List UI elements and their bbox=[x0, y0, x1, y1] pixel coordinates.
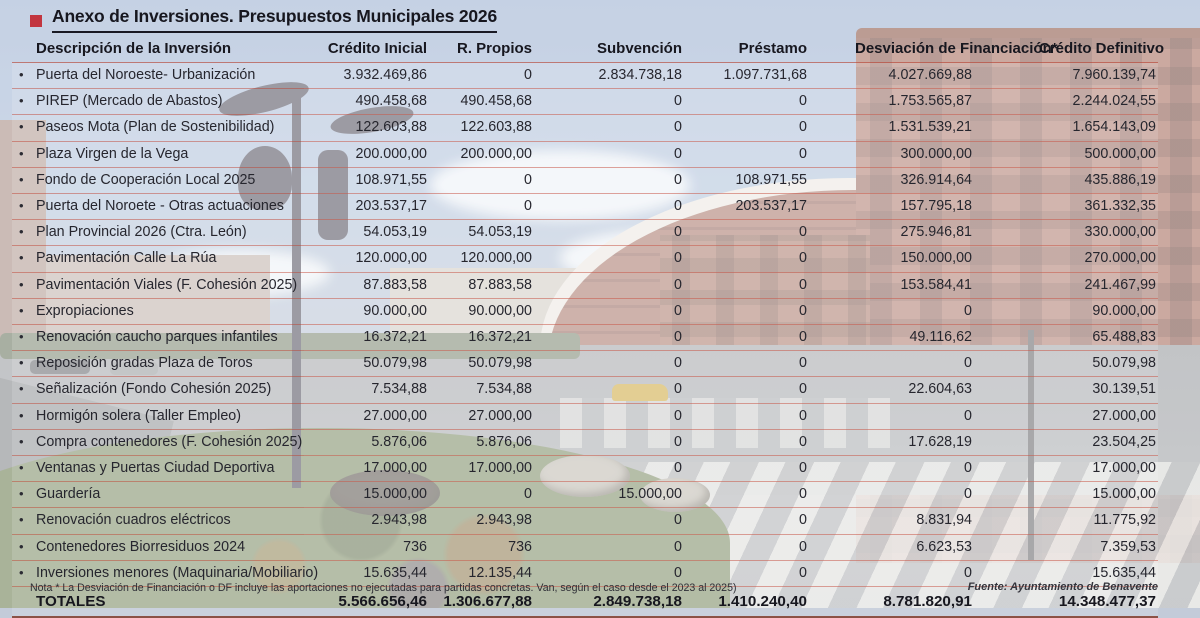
investment-description bbox=[12, 194, 304, 220]
amount-cell: 0 bbox=[684, 403, 809, 429]
amount-cell: 736 bbox=[429, 534, 534, 560]
amount-cell: 203.537,17 bbox=[304, 194, 429, 220]
description-label: Señalización (Fondo Cohesión 2025) bbox=[36, 381, 272, 398]
table-row bbox=[12, 377, 1158, 403]
amount-cell: 11.775,92 bbox=[974, 508, 1158, 534]
amount-cell: 90.000,00 bbox=[429, 298, 534, 324]
table-row bbox=[12, 167, 1158, 193]
amount-cell: 17.628,19 bbox=[809, 429, 974, 455]
table-row bbox=[12, 534, 1158, 560]
total-desviacion: 8.781.820,91 bbox=[809, 587, 974, 618]
amount-cell: 15.000,00 bbox=[974, 482, 1158, 508]
amount-cell: 361.332,35 bbox=[974, 194, 1158, 220]
amount-cell: 200.000,00 bbox=[304, 141, 429, 167]
amount-cell: 108.971,55 bbox=[684, 167, 809, 193]
amount-cell: 0 bbox=[429, 63, 534, 89]
amount-cell: 0 bbox=[809, 560, 974, 586]
description-label: Renovación cuadros eléctricos bbox=[36, 512, 231, 529]
investment-description bbox=[12, 325, 304, 351]
investment-description bbox=[12, 298, 304, 324]
amount-cell: 150.000,00 bbox=[809, 246, 974, 272]
description-label: Pavimentación Calle La Rúa bbox=[36, 250, 217, 267]
amount-cell: 5.876,06 bbox=[304, 429, 429, 455]
amount-cell: 0 bbox=[684, 220, 809, 246]
description-label: Ventanas y Puertas Ciudad Deportiva bbox=[36, 460, 275, 477]
amount-cell: 120.000,00 bbox=[304, 246, 429, 272]
amount-cell: 0 bbox=[429, 167, 534, 193]
amount-cell: 0 bbox=[429, 482, 534, 508]
investment-description bbox=[12, 534, 304, 560]
amount-cell: 54.053,19 bbox=[304, 220, 429, 246]
amount-cell: 122.603,88 bbox=[304, 115, 429, 141]
amount-cell: 16.372,21 bbox=[429, 325, 534, 351]
col-header-credito-definitivo: Crédito Definitivo bbox=[974, 40, 1158, 63]
amount-cell: 490.458,68 bbox=[304, 89, 429, 115]
amount-cell: 0 bbox=[534, 272, 684, 298]
description-label: Plaza Virgen de la Vega bbox=[36, 145, 189, 162]
total-prestamo: 1.410.240,40 bbox=[684, 587, 809, 618]
description-label: PIREP (Mercado de Abastos) bbox=[36, 93, 223, 110]
amount-cell: 17.000,00 bbox=[974, 456, 1158, 482]
total-r-propios: 1.306.677,88 bbox=[429, 587, 534, 618]
description-label: Fondo de Cooperación Local 2025 bbox=[36, 171, 256, 188]
amount-cell: 87.883,58 bbox=[304, 272, 429, 298]
bullet-icon: • bbox=[19, 460, 24, 476]
investment-description bbox=[12, 403, 304, 429]
amount-cell: 0 bbox=[534, 508, 684, 534]
table-row bbox=[12, 89, 1158, 115]
amount-cell: 241.467,99 bbox=[974, 272, 1158, 298]
amount-cell: 0 bbox=[534, 89, 684, 115]
description-label: Hormigón solera (Taller Empleo) bbox=[36, 407, 241, 424]
description-label: Expropiaciones bbox=[36, 302, 134, 319]
description-label: Compra contenedores (F. Cohesión 2025) bbox=[36, 433, 303, 450]
title-block bbox=[30, 6, 497, 33]
bullet-icon: • bbox=[19, 93, 24, 109]
col-header-subvencion: Subvención bbox=[534, 40, 684, 63]
description-label: Plan Provincial 2026 (Ctra. León) bbox=[36, 224, 247, 241]
investment-description bbox=[12, 246, 304, 272]
col-header-prestamo: Préstamo bbox=[684, 40, 809, 63]
amount-cell: 0 bbox=[534, 351, 684, 377]
amount-cell: 27.000,00 bbox=[974, 403, 1158, 429]
amount-cell: 7.534,88 bbox=[429, 377, 534, 403]
amount-cell: 0 bbox=[684, 298, 809, 324]
table-row bbox=[12, 194, 1158, 220]
description-label: Guardería bbox=[36, 486, 101, 503]
amount-cell: 330.000,00 bbox=[974, 220, 1158, 246]
amount-cell: 50.079,98 bbox=[974, 351, 1158, 377]
description-label: Pavimentación Viales (F. Cohesión 2025) bbox=[36, 276, 298, 293]
amount-cell: 0 bbox=[809, 482, 974, 508]
amount-cell: 7.534,88 bbox=[304, 377, 429, 403]
amount-cell: 7.359,53 bbox=[974, 534, 1158, 560]
amount-cell: 27.000,00 bbox=[304, 403, 429, 429]
amount-cell: 2.834.738,18 bbox=[534, 63, 684, 89]
col-header-desviacion: Desviación de Financiación* bbox=[809, 40, 974, 63]
amount-cell: 54.053,19 bbox=[429, 220, 534, 246]
amount-cell: 0 bbox=[534, 534, 684, 560]
amount-cell: 30.139,51 bbox=[974, 377, 1158, 403]
amount-cell: 87.883,58 bbox=[429, 272, 534, 298]
bullet-icon: • bbox=[19, 381, 24, 397]
amount-cell: 0 bbox=[534, 220, 684, 246]
amount-cell: 2.943,98 bbox=[304, 508, 429, 534]
amount-cell: 0 bbox=[684, 377, 809, 403]
amount-cell: 300.000,00 bbox=[809, 141, 974, 167]
amount-cell: 1.654.143,09 bbox=[974, 115, 1158, 141]
total-credito-definitivo: 14.348.477,37 bbox=[974, 587, 1158, 618]
amount-cell: 1.753.565,87 bbox=[809, 89, 974, 115]
amount-cell: 1.531.539,21 bbox=[809, 115, 974, 141]
amount-cell: 500.000,00 bbox=[974, 141, 1158, 167]
amount-cell: 153.584,41 bbox=[809, 272, 974, 298]
amount-cell: 0 bbox=[534, 429, 684, 455]
footnote: Nota * La Desviación de Financiación o DF incluye las aportaciones no ejecutadas para partidas concretas. Van, según el caso desde el 2023 al 2025) bbox=[30, 582, 737, 594]
amount-cell: 0 bbox=[684, 560, 809, 586]
amount-cell: 17.000,00 bbox=[429, 456, 534, 482]
investment-description bbox=[12, 63, 304, 89]
amount-cell: 0 bbox=[809, 403, 974, 429]
bullet-icon: • bbox=[19, 119, 24, 135]
description-label: Paseos Mota (Plan de Sostenibilidad) bbox=[36, 119, 275, 136]
investment-description bbox=[12, 456, 304, 482]
amount-cell: 3.932.469,86 bbox=[304, 63, 429, 89]
table-row bbox=[12, 403, 1158, 429]
table-row bbox=[12, 351, 1158, 377]
table-row bbox=[12, 220, 1158, 246]
amount-cell: 49.116,62 bbox=[809, 325, 974, 351]
red-square-bullet-icon bbox=[30, 15, 42, 27]
investments-table bbox=[12, 40, 1164, 618]
bullet-icon: • bbox=[19, 355, 24, 371]
totals-label: TOTALES bbox=[12, 587, 304, 618]
amount-cell: 122.603,88 bbox=[429, 115, 534, 141]
amount-cell: 15.635,44 bbox=[974, 560, 1158, 586]
table-row bbox=[12, 298, 1158, 324]
amount-cell: 0 bbox=[809, 298, 974, 324]
amount-cell: 0 bbox=[684, 272, 809, 298]
col-header-descripcion: Descripción de la Inversión bbox=[12, 40, 304, 63]
amount-cell: 0 bbox=[534, 377, 684, 403]
total-credito-inicial: 5.566.656,46 bbox=[304, 587, 429, 618]
table-row bbox=[12, 482, 1158, 508]
amount-cell: 90.000,00 bbox=[304, 298, 429, 324]
amount-cell: 0 bbox=[684, 89, 809, 115]
description-label: Renovación caucho parques infantiles bbox=[36, 329, 278, 346]
amount-cell: 0 bbox=[684, 534, 809, 560]
bullet-icon: • bbox=[19, 171, 24, 187]
amount-cell: 270.000,00 bbox=[974, 246, 1158, 272]
investment-description bbox=[12, 89, 304, 115]
amount-cell: 0 bbox=[684, 429, 809, 455]
amount-cell: 0 bbox=[534, 325, 684, 351]
amount-cell: 0 bbox=[684, 325, 809, 351]
amount-cell: 23.504,25 bbox=[974, 429, 1158, 455]
amount-cell: 6.623,53 bbox=[809, 534, 974, 560]
investment-description bbox=[12, 167, 304, 193]
amount-cell: 17.000,00 bbox=[304, 456, 429, 482]
table-row bbox=[12, 272, 1158, 298]
header-row bbox=[12, 40, 1158, 63]
page-title: Anexo de Inversiones. Presupuestos Municipales 2026 bbox=[52, 6, 497, 33]
investment-description bbox=[12, 220, 304, 246]
investment-description bbox=[12, 351, 304, 377]
investment-description bbox=[12, 429, 304, 455]
description-label: Inversiones menores (Maquinaria/Mobiliario) bbox=[36, 564, 319, 581]
investment-description bbox=[12, 482, 304, 508]
amount-cell: 490.458,68 bbox=[429, 89, 534, 115]
amount-cell: 0 bbox=[684, 141, 809, 167]
amount-cell: 2.943,98 bbox=[429, 508, 534, 534]
amount-cell: 736 bbox=[304, 534, 429, 560]
amount-cell: 275.946,81 bbox=[809, 220, 974, 246]
amount-cell: 157.795,18 bbox=[809, 194, 974, 220]
table-row bbox=[12, 325, 1158, 351]
col-header-r-propios: R. Propios bbox=[429, 40, 534, 63]
bullet-icon: • bbox=[19, 329, 24, 345]
investment-description bbox=[12, 272, 304, 298]
amount-cell: 120.000,00 bbox=[429, 246, 534, 272]
amount-cell: 50.079,98 bbox=[429, 351, 534, 377]
description-label: Puerta del Noroeste- Urbanización bbox=[36, 67, 256, 83]
bullet-icon: • bbox=[19, 224, 24, 240]
amount-cell: 16.372,21 bbox=[304, 325, 429, 351]
amount-cell: 4.027.669,88 bbox=[809, 63, 974, 89]
amount-cell: 0 bbox=[534, 167, 684, 193]
table-row bbox=[12, 429, 1158, 455]
amount-cell: 15.000,00 bbox=[304, 482, 429, 508]
table-row bbox=[12, 141, 1158, 167]
amount-cell: 22.604,63 bbox=[809, 377, 974, 403]
amount-cell: 0 bbox=[534, 194, 684, 220]
table-row bbox=[12, 246, 1158, 272]
bullet-icon: • bbox=[19, 564, 24, 580]
bullet-icon: • bbox=[19, 198, 24, 214]
table-row bbox=[12, 115, 1158, 141]
amount-cell: 2.244.024,55 bbox=[974, 89, 1158, 115]
bullet-icon: • bbox=[19, 276, 24, 292]
bullet-icon: • bbox=[19, 145, 24, 161]
bullet-icon: • bbox=[19, 486, 24, 502]
amount-cell: 15.635,44 bbox=[304, 560, 429, 586]
amount-cell: 65.488,83 bbox=[974, 325, 1158, 351]
amount-cell: 5.876,06 bbox=[429, 429, 534, 455]
amount-cell: 0 bbox=[684, 456, 809, 482]
amount-cell: 0 bbox=[534, 403, 684, 429]
bullet-icon: • bbox=[19, 67, 24, 82]
source-credit: Fuente: Ayuntamiento de Benavente bbox=[967, 581, 1158, 593]
amount-cell: 27.000,00 bbox=[429, 403, 534, 429]
amount-cell: 200.000,00 bbox=[429, 141, 534, 167]
bullet-icon: • bbox=[19, 433, 24, 449]
bullet-icon: • bbox=[19, 538, 24, 554]
amount-cell: 108.971,55 bbox=[304, 167, 429, 193]
investment-description bbox=[12, 115, 304, 141]
amount-cell: 326.914,64 bbox=[809, 167, 974, 193]
amount-cell: 15.000,00 bbox=[534, 482, 684, 508]
investment-description bbox=[12, 141, 304, 167]
table-row bbox=[12, 63, 1158, 89]
amount-cell: 50.079,98 bbox=[304, 351, 429, 377]
amount-cell: 0 bbox=[809, 456, 974, 482]
amount-cell: 0 bbox=[534, 456, 684, 482]
bullet-icon: • bbox=[19, 512, 24, 528]
amount-cell: 0 bbox=[684, 246, 809, 272]
bullet-icon: • bbox=[19, 302, 24, 318]
table-row bbox=[12, 508, 1158, 534]
col-header-credito-inicial: Crédito Inicial bbox=[304, 40, 429, 63]
investment-description bbox=[12, 508, 304, 534]
amount-cell: 0 bbox=[684, 482, 809, 508]
bullet-icon: • bbox=[19, 250, 24, 266]
amount-cell: 12.135,44 bbox=[429, 560, 534, 586]
table-row bbox=[12, 456, 1158, 482]
amount-cell: 0 bbox=[534, 560, 684, 586]
amount-cell: 0 bbox=[809, 351, 974, 377]
amount-cell: 0 bbox=[429, 194, 534, 220]
amount-cell: 0 bbox=[534, 141, 684, 167]
bullet-icon: • bbox=[19, 407, 24, 423]
description-label: Puerta del Noroete - Otras actuaciones bbox=[36, 198, 284, 215]
total-subvencion: 2.849.738,18 bbox=[534, 587, 684, 618]
description-label: Reposición gradas Plaza de Toros bbox=[36, 355, 253, 372]
amount-cell: 203.537,17 bbox=[684, 194, 809, 220]
amount-cell: 1.097.731,68 bbox=[684, 63, 809, 89]
amount-cell: 0 bbox=[534, 298, 684, 324]
amount-cell: 8.831,94 bbox=[809, 508, 974, 534]
amount-cell: 0 bbox=[684, 351, 809, 377]
description-label: Contenedores Biorresiduos 2024 bbox=[36, 538, 246, 555]
amount-cell: 435.886,19 bbox=[974, 167, 1158, 193]
amount-cell: 0 bbox=[684, 508, 809, 534]
investment-description bbox=[12, 377, 304, 403]
amount-cell: 90.000,00 bbox=[974, 298, 1158, 324]
amount-cell: 0 bbox=[684, 115, 809, 141]
amount-cell: 0 bbox=[534, 115, 684, 141]
amount-cell: 7.960.139,74 bbox=[974, 63, 1158, 89]
amount-cell: 0 bbox=[534, 246, 684, 272]
